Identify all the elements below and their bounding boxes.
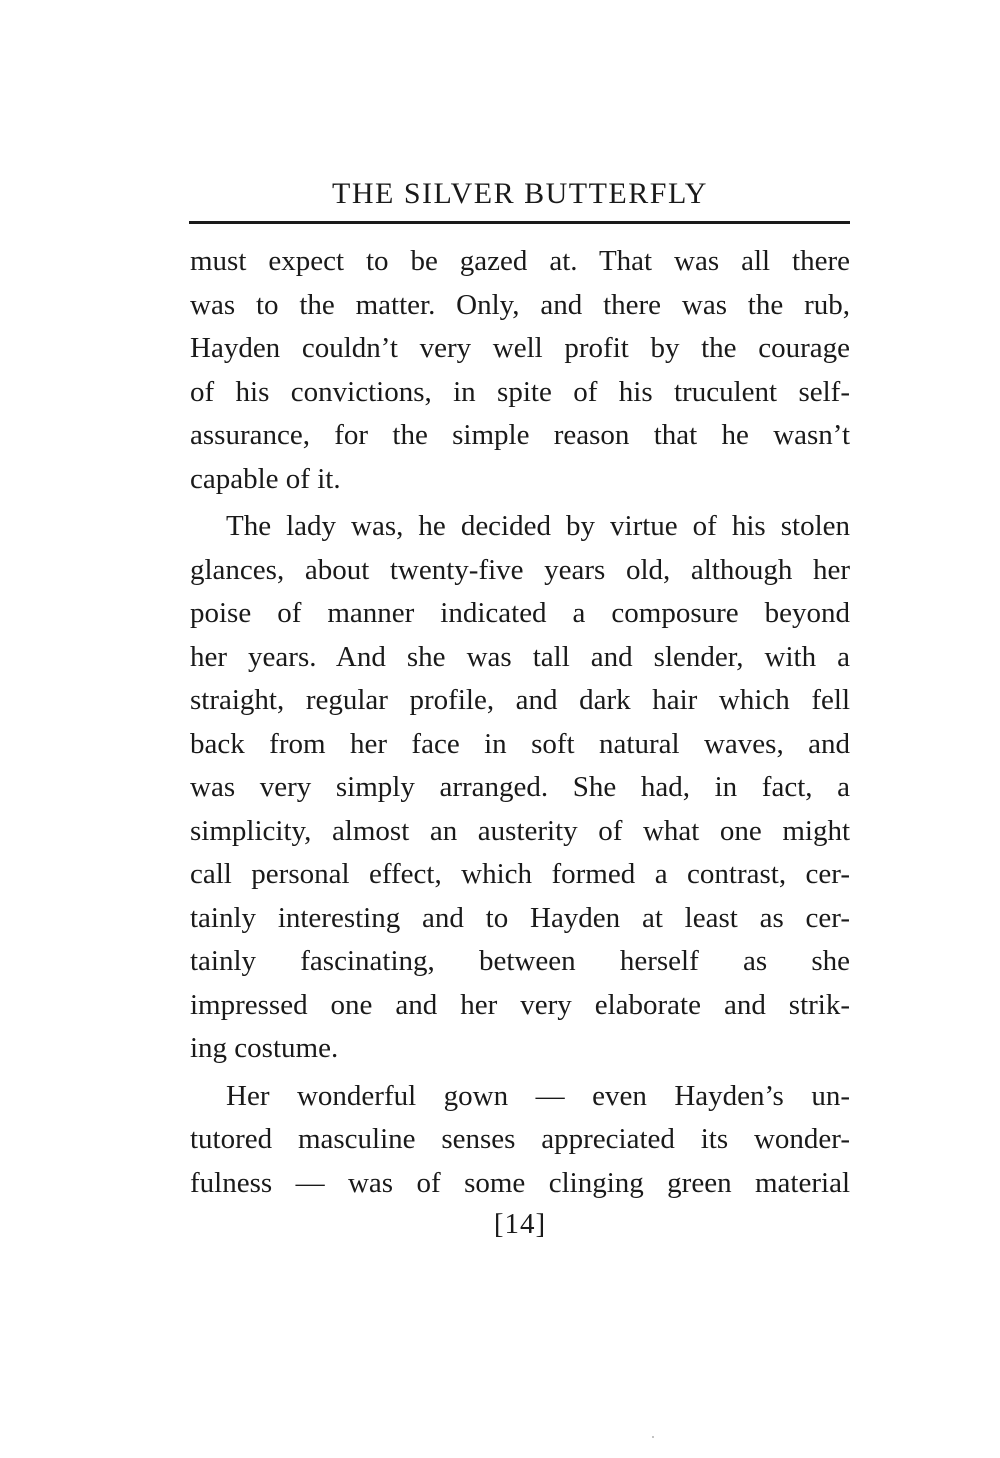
running-head: THE SILVER BUTTERFLY bbox=[332, 177, 708, 210]
text-line: tutored masculine senses appreciated its wonder- bbox=[190, 1123, 850, 1155]
text-line: call personal effect, which formed a contrast, cer- bbox=[190, 858, 850, 890]
text-line: impressed one and her very elaborate and strik- bbox=[190, 988, 850, 1021]
text-line: capable of it. bbox=[190, 462, 341, 495]
text-line: must expect to be gazed at. That was all there bbox=[190, 245, 850, 277]
text-line: straight, regular profile, and dark hair which fell bbox=[190, 684, 850, 716]
text-line: tainly interesting and to Hayden at least as cer- bbox=[190, 901, 850, 934]
text-line: her years. And she was tall and slender, with a bbox=[190, 640, 850, 673]
text-line: glances, about twenty-five years old, although her bbox=[190, 553, 850, 586]
text-line: was to the matter. Only, and there was the rub, bbox=[190, 288, 850, 321]
text-line: The lady was, he decided by virtue of his stolen bbox=[226, 510, 850, 542]
body-text bbox=[190, 240, 850, 1209]
text-line: Her wonderful gown — even Hayden’s un- bbox=[226, 1079, 850, 1112]
text-line: poise of manner indicated a composure beyond bbox=[190, 597, 850, 629]
text-line: Hayden couldn’t very well profit by the courage bbox=[190, 332, 850, 364]
paragraph-2 bbox=[190, 505, 850, 1071]
page-number: [14] bbox=[493, 1208, 547, 1240]
text-line: of his convictions, in spite of his truculent self- bbox=[190, 375, 850, 408]
head-rule bbox=[189, 221, 850, 224]
text-line: tainly fascinating, between herself as she bbox=[190, 945, 850, 977]
text-line: fulness — was of some clinging green material bbox=[190, 1166, 850, 1199]
text-line: assurance, for the simple reason that he wasn’t bbox=[190, 419, 850, 451]
paragraph-1 bbox=[190, 240, 850, 501]
paragraph-3 bbox=[190, 1075, 850, 1206]
paper-speck bbox=[652, 1436, 654, 1438]
text-line: simplicity, almost an austerity of what one might bbox=[190, 814, 850, 847]
text-line: was very simply arranged. She had, in fact, a bbox=[190, 771, 850, 803]
text-line: back from her face in soft natural waves, and bbox=[190, 727, 850, 760]
text-line: ing costume. bbox=[190, 1032, 339, 1064]
